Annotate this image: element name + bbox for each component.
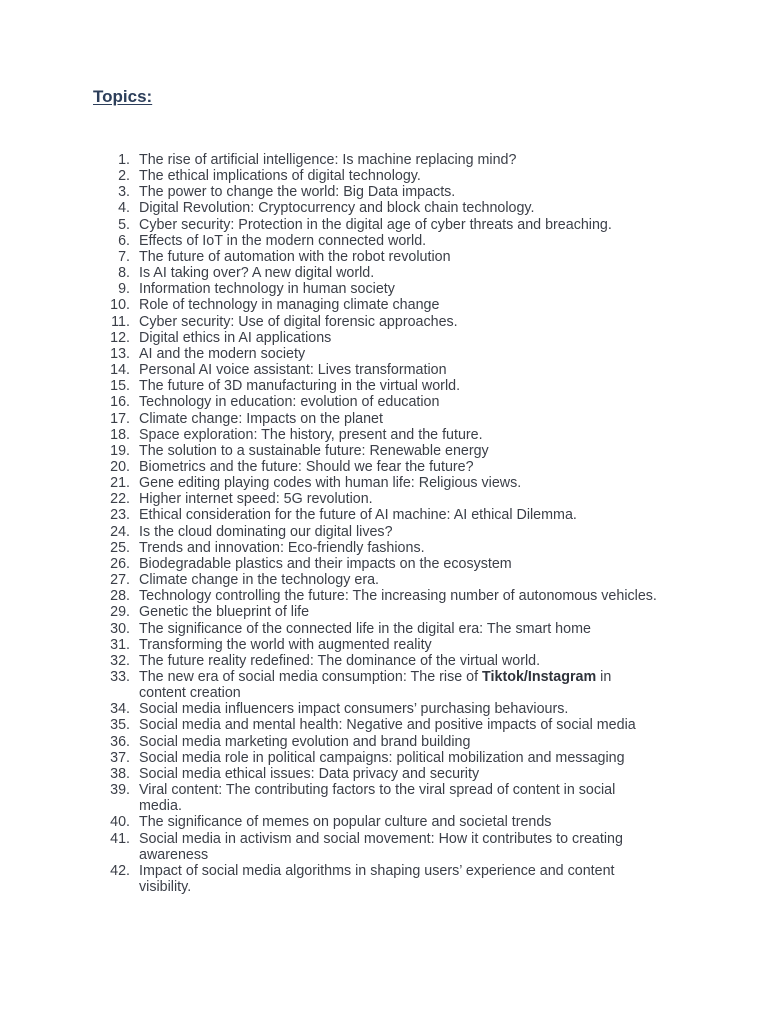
- list-item: [0, 459, 659, 475]
- list-item: [0, 653, 659, 669]
- list-item: [0, 669, 659, 701]
- list-item: [0, 524, 659, 540]
- list-item: [0, 281, 659, 297]
- list-item: [0, 717, 659, 733]
- list-item-number: 38.: [110, 765, 130, 782]
- list-item-number: 15.: [110, 378, 130, 395]
- list-item-text: Personal AI voice assistant: Lives transformation: [139, 362, 447, 379]
- list-item: [0, 701, 659, 717]
- list-item: [0, 427, 659, 443]
- list-item-text: Effects of IoT in the modern connected world.: [139, 232, 427, 249]
- list-item-number: 3.: [118, 184, 130, 201]
- list-item-number: 24.: [110, 523, 130, 540]
- list-item: [0, 200, 659, 216]
- list-item-text: [139, 669, 611, 701]
- list-item: [0, 152, 659, 168]
- list-item-number: 9.: [118, 281, 130, 298]
- list-item: [0, 184, 659, 200]
- list-item-text: Social media marketing evolution and brand building: [139, 733, 471, 750]
- list-item-text: The rise of artificial intelligence: Is machine replacing mind?: [139, 152, 517, 168]
- list-item-number: 23.: [110, 507, 130, 524]
- list-item: [0, 346, 659, 362]
- list-item-text: The future reality redefined: The dominance of the virtual world.: [139, 652, 541, 669]
- list-item-text: The significance of the connected life in the digital era: The smart home: [139, 620, 591, 637]
- list-item-text: The future of 3D manufacturing in the virtual world.: [139, 378, 461, 395]
- list-item-text: The future of automation with the robot revolution: [139, 248, 451, 265]
- list-item: [0, 265, 659, 281]
- list-item: [0, 814, 659, 830]
- list-item-text: Digital ethics in AI applications: [139, 329, 332, 346]
- list-item: [0, 604, 659, 620]
- list-item: [0, 233, 659, 249]
- list-item-number: 8.: [118, 265, 130, 282]
- list-item-number: 21.: [110, 475, 130, 492]
- list-item-text: The power to change the world: Big Data impacts.: [139, 184, 456, 201]
- list-item-text: The ethical implications of digital technology.: [139, 168, 421, 185]
- list-item-number: 32.: [110, 652, 130, 669]
- list-item-number: 25.: [110, 539, 130, 556]
- list-item-text: Technology controlling the future: The increasing number of autonomous vehicles.: [139, 588, 657, 605]
- list-item-bold-text: Tiktok/Instagram: [482, 669, 597, 685]
- list-item-number: 40.: [110, 814, 130, 831]
- list-item: [0, 572, 659, 588]
- list-item-text: Role of technology in managing climate change: [139, 297, 440, 314]
- list-item-text-part: The new era of social media consumption: The rise of: [139, 669, 483, 685]
- list-item-text: Genetic the blueprint of life: [139, 604, 310, 621]
- list-item-number: 6.: [118, 232, 130, 249]
- list-item-text: Biometrics and the future: Should we fear the future?: [139, 458, 474, 475]
- list-item-number: 27.: [110, 572, 130, 589]
- list-item-text: Biodegradable plastics and their impacts on the ecosystem: [139, 555, 512, 572]
- list-item-text: Impact of social media algorithms in shaping users’ experience and content visibility.: [139, 862, 615, 896]
- list-item: [0, 362, 659, 378]
- list-item-text: Is AI taking over? A new digital world.: [139, 265, 375, 282]
- list-item-number: 14.: [110, 362, 130, 379]
- list-item-number: 16.: [110, 394, 130, 411]
- list-item: [0, 217, 659, 233]
- list-item: [0, 168, 659, 184]
- list-item-text: Trends and innovation: Eco-friendly fashions.: [139, 539, 425, 556]
- list-item-text: Social media in activism and social movement: How it contributes to creating awareness: [139, 830, 623, 863]
- list-item-text: Social media and mental health: Negative and positive impacts of social media: [139, 717, 636, 734]
- list-item: [0, 475, 659, 491]
- list-item-text: Social media influencers impact consumers’ purchasing behaviours.: [139, 701, 569, 718]
- list-item: [0, 831, 659, 863]
- list-item-text: The solution to a sustainable future: Renewable energy: [139, 442, 489, 459]
- topic-list: [0, 152, 768, 895]
- list-item-text-part: in content creation: [139, 669, 612, 702]
- list-item-number: 18.: [110, 426, 130, 443]
- list-item-text: Information technology in human society: [139, 281, 395, 298]
- list-item-number: 22.: [110, 491, 130, 508]
- list-item-number: 36.: [110, 733, 130, 750]
- list-item-text: Ethical consideration for the future of AI machine: AI ethical Dilemma.: [139, 507, 577, 524]
- list-item-number: 10.: [110, 297, 130, 314]
- list-item-text: Higher internet speed: 5G revolution.: [139, 491, 373, 508]
- list-item-text: Social media ethical issues: Data privacy and security: [139, 765, 480, 782]
- list-item-number: 39.: [110, 782, 130, 799]
- list-item: [0, 637, 659, 653]
- list-item-number: 1.: [118, 152, 130, 168]
- list-item-text: Climate change: Impacts on the planet: [139, 410, 383, 427]
- list-item: [0, 314, 659, 330]
- list-item-text: Cyber security: Use of digital forensic approaches.: [139, 313, 458, 330]
- list-item: [0, 588, 659, 604]
- list-item: [0, 750, 659, 766]
- list-item-text: Climate change in the technology era.: [139, 572, 380, 589]
- list-item-number: 5.: [118, 216, 130, 233]
- page-title: Topics:: [93, 87, 153, 106]
- list-item-text: Is the cloud dominating our digital lives?: [139, 523, 393, 540]
- list-item-number: 17.: [110, 410, 130, 427]
- list-item-number: 26.: [110, 555, 130, 572]
- list-item: [0, 297, 659, 313]
- list-item-text: Cyber security: Protection in the digital age of cyber threats and breaching.: [139, 216, 612, 233]
- list-item: [0, 734, 659, 750]
- list-item: [0, 443, 659, 459]
- list-item-number: 29.: [110, 604, 130, 621]
- list-item: [0, 378, 659, 394]
- list-item-number: 19.: [110, 442, 130, 459]
- list-item: [0, 863, 659, 895]
- list-item: [0, 491, 659, 507]
- list-item-number: 2.: [118, 168, 130, 185]
- list-item-number: 31.: [110, 636, 130, 653]
- list-item-number: 33.: [110, 669, 130, 685]
- list-item: [0, 621, 659, 637]
- list-item-text: Transforming the world with augmented reality: [139, 636, 432, 653]
- list-item: [0, 540, 659, 556]
- list-item-number: 11.: [111, 313, 130, 330]
- list-item-text: Digital Revolution: Cryptocurrency and block chain technology.: [139, 200, 535, 217]
- list-item-number: 13.: [110, 345, 130, 362]
- list-item-number: 30.: [110, 620, 130, 637]
- list-item: [0, 766, 659, 782]
- list-item-text: Viral content: The contributing factors to the viral spread of content in social media.: [139, 782, 616, 815]
- list-item: [0, 249, 659, 265]
- list-item-number: 41.: [110, 830, 130, 847]
- list-item-number: 20.: [110, 458, 130, 475]
- list-item-text: Gene editing playing codes with human life: Religious views.: [139, 475, 522, 492]
- list-item: [0, 411, 659, 427]
- list-item-text: Social media role in political campaigns: political mobilization and messaging: [139, 749, 625, 766]
- list-item-number: 42.: [110, 862, 130, 879]
- list-item-text: AI and the modern society: [139, 345, 306, 362]
- list-item-number: 7.: [118, 248, 130, 265]
- list-item-number: 12.: [110, 329, 130, 346]
- list-item: [0, 394, 659, 410]
- list-item-text: Space exploration: The history, present and the future.: [139, 426, 483, 443]
- list-item: [0, 782, 659, 814]
- list-item-number: 35.: [110, 717, 130, 734]
- list-item-number: 4.: [118, 200, 130, 217]
- list-item-number: 34.: [110, 701, 130, 718]
- list-item: [0, 507, 659, 523]
- list-item: [0, 330, 659, 346]
- list-item: [0, 556, 659, 572]
- list-item-text: Technology in education: evolution of education: [139, 394, 440, 411]
- list-item-number: 28.: [110, 588, 130, 605]
- list-item-number: 37.: [110, 749, 130, 766]
- list-item-text: The significance of memes on popular culture and societal trends: [139, 814, 552, 831]
